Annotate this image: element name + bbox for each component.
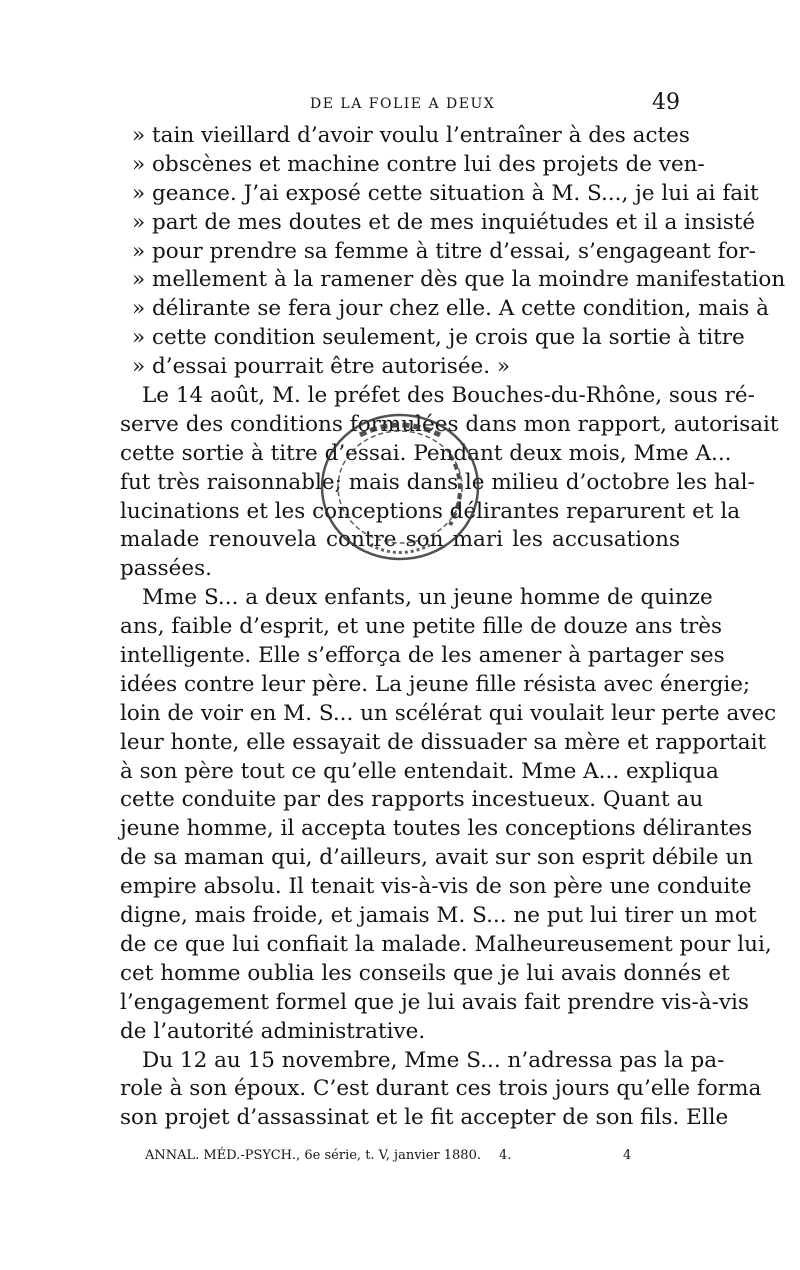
text-line: jeune homme, il accepta toutes les conceptions délirantes bbox=[120, 816, 753, 842]
text-line: » d’essai pourrait être autorisée. » bbox=[132, 354, 511, 380]
text-line: fut très raisonnable; mais dans le milieu d’octobre les hal- bbox=[120, 469, 755, 495]
text-line: » cette condition seulement, je crois que la sortie à titre bbox=[132, 325, 745, 351]
page-number: 49 bbox=[652, 90, 680, 115]
text-line: leur honte, elle essayait de dissuader sa mère et rapportait bbox=[120, 729, 767, 755]
text-line: son projet d’assassinat et le fit accepter de son fils. Elle bbox=[120, 1105, 729, 1131]
text-line: de ce que lui confiait la malade. Malheureusement pour lui, bbox=[120, 931, 772, 957]
text-line: malade renouvela contre son mari les accusations bbox=[120, 527, 680, 553]
text-line: empire absolu. Il tenait vis-à-vis de son père une conduite bbox=[120, 874, 752, 900]
text-line: Du 12 au 15 novembre, Mme S... n’adressa pas la pa- bbox=[142, 1047, 725, 1073]
text-line: à son père tout ce qu’elle entendait. Mme A... expliqua bbox=[120, 758, 719, 784]
text-line: role à son époux. C’est durant ces trois jours qu’elle forma bbox=[120, 1076, 762, 1102]
text-line: l’engagement formel que je lui avais fait prendre vis-à-vis bbox=[120, 989, 749, 1015]
text-line: digne, mais froide, et jamais M. S... ne put lui tirer un mot bbox=[120, 903, 757, 929]
text-line: cette sortie à titre d’essai. Pendant deux mois, Mme A... bbox=[120, 440, 732, 466]
text-line: Mme S... a deux enfants, un jeune homme de quinze bbox=[142, 585, 713, 611]
text-line: serve des conditions formulées dans mon rapport, autorisait bbox=[120, 411, 779, 437]
text-line: de l’autorité administrative. bbox=[120, 1018, 426, 1044]
page-footer bbox=[145, 1148, 665, 1168]
body-text bbox=[120, 122, 786, 1133]
running-head: DE LA FOLIE A DEUX bbox=[310, 96, 496, 112]
text-line: » tain vieillard d’avoir voulu l’entraîner à des actes bbox=[132, 123, 690, 148]
text-line: cet homme oublia les conseils que je lui avais donnés et bbox=[120, 960, 730, 986]
text-line: passées. bbox=[120, 556, 212, 582]
text-line: » pour prendre sa femme à titre d’essai, s’engageant for- bbox=[132, 238, 757, 264]
signature-mark: 4. bbox=[499, 1148, 512, 1163]
journal-citation: ANNAL. MÉD.-PSYCH., 6e série, t. V, janvier 1880. bbox=[145, 1148, 481, 1163]
signature-sheet-number: 4 bbox=[623, 1148, 632, 1163]
text-line: » mellement à la ramener dès que la moindre manifestation bbox=[132, 267, 786, 293]
page-header bbox=[120, 92, 680, 120]
text-line: idées contre leur père. La jeune fille résista avec énergie; bbox=[120, 671, 751, 697]
text-line: lucinations et les conceptions délirantes reparurent et la bbox=[120, 498, 741, 524]
text-line: » part de mes doutes et de mes inquiétudes et il a insisté bbox=[132, 209, 756, 235]
text-line: » geance. J’ai exposé cette situation à M. S..., je lui ai fait bbox=[132, 180, 759, 206]
text-line: cette conduite par des rapports incestueux. Quant au bbox=[120, 787, 704, 813]
text-line: Le 14 août, M. le préfet des Bouches-du-Rhône, sous ré- bbox=[142, 383, 755, 409]
text-line: » délirante se fera jour chez elle. A cette condition, mais à bbox=[132, 296, 769, 322]
text-line: loin de voir en M. S... un scélérat qui voulait leur perte avec bbox=[120, 700, 777, 726]
text-line: » obscènes et machine contre lui des projets de ven- bbox=[132, 151, 705, 177]
text-line: ans, faible d’esprit, et une petite fille de douze ans très bbox=[120, 614, 723, 640]
text-line: de sa maman qui, d’ailleurs, avait sur son esprit débile un bbox=[120, 845, 754, 871]
text-line: intelligente. Elle s’efforça de les amener à partager ses bbox=[120, 643, 725, 669]
